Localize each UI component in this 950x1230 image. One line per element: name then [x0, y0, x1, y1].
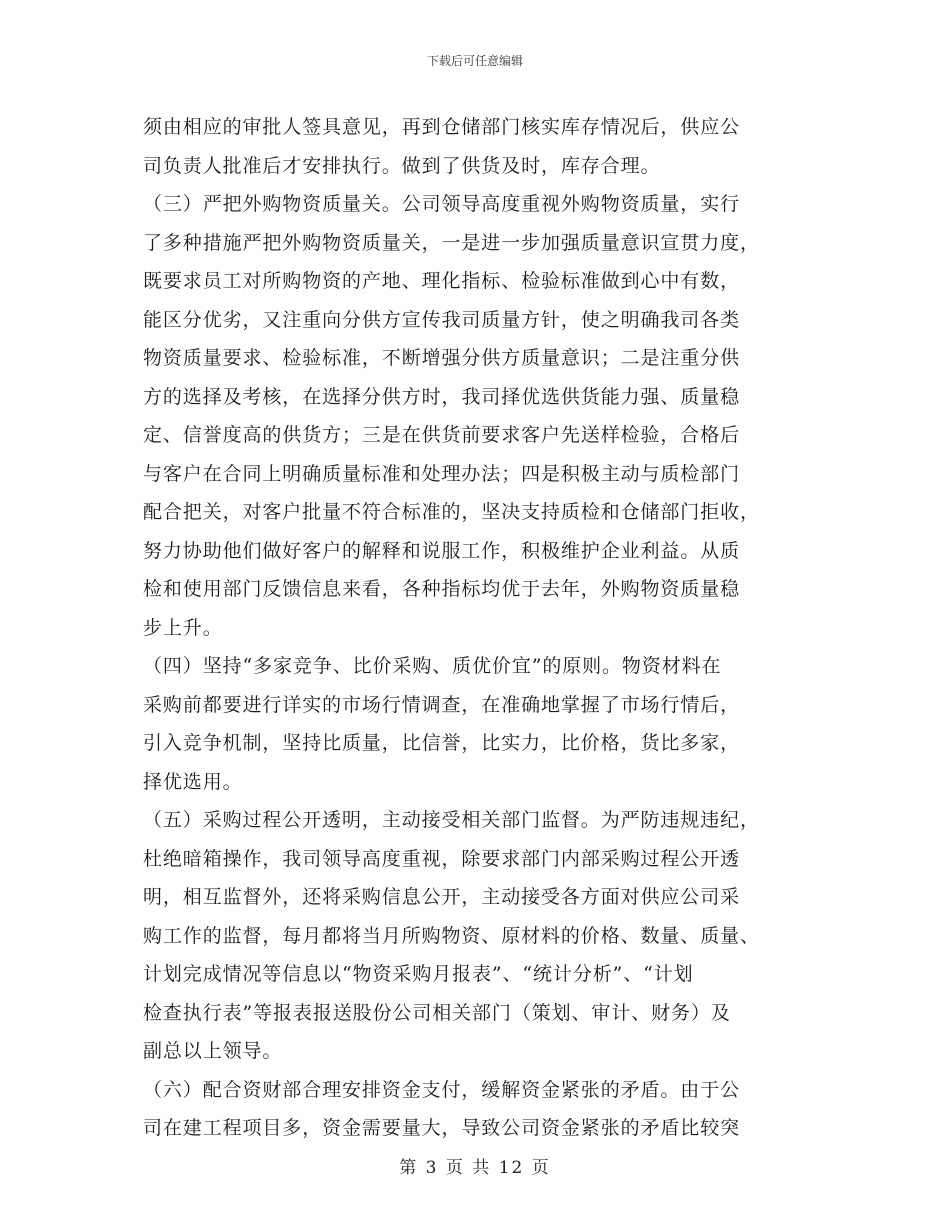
- text-line: 择优选用。: [143, 770, 243, 793]
- text-line: 须由相应的审批人签具意见，再到仓储部门核实库存情况后，供应公: [143, 116, 741, 138]
- text-line: 计划完成情况等信息以“物资采购月报表”、“统计分析”、“计划: [143, 963, 694, 985]
- text-line: 采购前都要进行详实的市场行情调查，在准确地掌握了市场行情后，: [143, 693, 741, 716]
- text-line: 引入竞争机制，坚持比质量，比信誉，比实力，比价格，货比多家，: [143, 732, 741, 754]
- text-line: 定、信誉度高的供货方；三是在供货前要求客户先送样检验，合格后: [143, 424, 741, 446]
- text-line: 既要求员工对所购物资的产地、理化指标、检验标准做到心中有数，: [143, 270, 741, 292]
- text-line: 副总以上领导。: [143, 1040, 283, 1062]
- text-line: 与客户在合同上明确质量标准和处理办法；四是积极主动与质检部门: [143, 462, 741, 485]
- page-number: 第 3 页 共 12 页: [399, 1158, 551, 1178]
- text-line: （五）采购过程公开透明，主动接受相关部门监督。为严防违规违纪，: [143, 809, 760, 831]
- text-line: 能区分优劣，又注重向分供方宣传我司质量方针，使之明确我司各类: [143, 308, 741, 331]
- text-line: 检查执行表”等报表报送股份公司相关部门（策划、审计、财务）及: [143, 1001, 731, 1024]
- text-line: 配合把关，对客户批量不符合标准的，坚决支持质检和仓储部门拒收，: [143, 501, 760, 523]
- text-line: 购工作的监督，每月都将当月所购物资、原材料的价格、数量、质量、: [143, 924, 760, 947]
- text-line: 司负责人批准后才安排执行。做到了供货及时，库存合理。: [143, 154, 661, 177]
- page-header: 下载后可任意编辑: [426, 54, 523, 68]
- text-line: 明，相互监督外，还将采购信息公开，主动接受各方面对供应公司采: [143, 886, 741, 908]
- text-line: 方的选择及考核，在选择分供方时，我司择优选供货能力强、质量稳: [143, 385, 741, 408]
- text-line: 司在建工程项目多，资金需要量大，导致公司资金紧张的矛盾比较突: [143, 1117, 741, 1139]
- text-line: 步上升。: [143, 616, 223, 639]
- text-line: 物资质量要求、检验标准，不断增强分供方质量意识；二是注重分供: [143, 347, 741, 369]
- text-line: （三）严把外购物资质量关。公司领导高度重视外购物资质量，实行: [143, 193, 741, 215]
- text-line: 检和使用部门反馈信息来看，各种指标均优于去年，外购物资质量稳: [143, 578, 741, 600]
- text-line: （四）坚持“多家竞争、比价采购、质优价宜”的原则。物资材料在: [143, 655, 722, 677]
- text-line: 杜绝暗箱操作，我司领导高度重视，除要求部门内部采购过程公开透: [143, 847, 741, 870]
- document-body: [143, 108, 811, 1148]
- text-line: 了多种措施严把外购物资质量关，一是进一步加强质量意识宣贯力度，: [143, 231, 760, 254]
- text-line: 努力协助他们做好客户的解释和说服工作，积极维护企业利益。从质: [143, 539, 741, 562]
- text-line: （六）配合资财部合理安排资金支付，缓解资金紧张的矛盾。由于公: [143, 1078, 741, 1101]
